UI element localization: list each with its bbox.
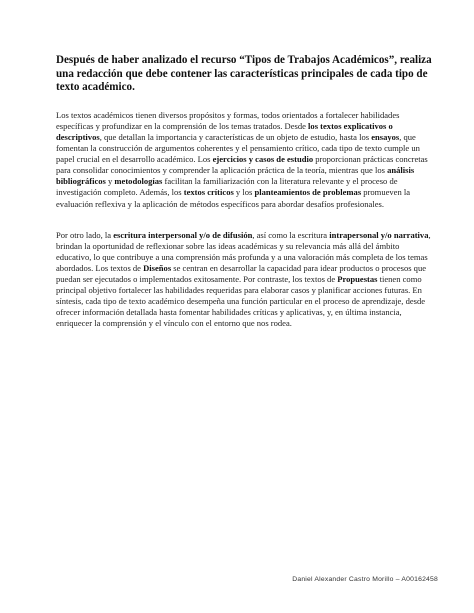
bold-term: ejercicios y casos de estudio xyxy=(212,154,314,165)
document-title: Después de haber analizado el recurso “Tipos de Trabajos Académicos”, realiza una redacción que debe contener las características principales de cada tipo de texto académico. xyxy=(56,54,432,94)
text-run: promueven la evaluación reflexiva y la aplicación de métodos específicos para abordar desafíos profesionales. xyxy=(56,187,411,209)
text-run: facilitan la familiarización con la literatura relevante y el proceso de investigación completo. Además, los xyxy=(56,176,398,198)
text-run: Por otro lado, la xyxy=(56,229,114,240)
text-run: , brindan la oportunidad de reflexionar sobre las ideas académicas y su relevancia más allá del ámbito educativo, lo que contribuye a una comprensión más profunda y a una valoración más completa de los temas abordados. Los textos de xyxy=(56,229,431,273)
bold-term: intrapersonal y/o narrativa xyxy=(329,229,429,240)
text-run: , que detallan la importancia y características de un objeto de estudio, hasta los xyxy=(99,131,372,142)
bold-term: planteamientos de problemas xyxy=(254,187,362,198)
text-run: y xyxy=(105,176,115,187)
text-run: y los xyxy=(233,187,255,198)
text-run: se centran en desarrollar la capacidad para idear productos o procesos que puedan ser ejecutados o implementados exitosamente. Por contraste, los textos de xyxy=(56,262,427,284)
bold-term: metodologías xyxy=(114,176,163,187)
bold-term: escritura interpersonal y/o de difusión xyxy=(113,229,253,240)
text-run: , así como la escritura xyxy=(252,229,330,240)
footer-author: Daniel Alexander Castro Morillo – A00162458 xyxy=(292,576,438,583)
text-run: , que fomentan la construcción de argumentos coherentes y el pensamiento crítico, cada tipo de texto cumple un papel crucial en el desarrollo académico. Los xyxy=(56,131,420,165)
bold-term: los textos explicativos o descriptivos xyxy=(56,120,393,142)
bold-term: Diseños xyxy=(143,262,172,273)
bold-term: análisis bibliográficos xyxy=(56,165,415,187)
text-run: tienen como principal objetivo fortalecer las habilidades requeridas para elaborar casos y planificar acciones futuras. En síntesis, cada tipo de texto académico desempeña una función particular en el proceso de aprendizaje, desde ofrecer información detallada hasta fomentar habilidades críticas y aplicativas, y, en última instancia, enriquecer la comprensión y el vínculo con el entorno que nos rodea. xyxy=(56,274,426,329)
paragraph-1 xyxy=(56,110,434,210)
document-page xyxy=(56,54,434,329)
bold-term: Propuestas xyxy=(337,274,378,284)
bold-term: ensayos xyxy=(371,131,400,142)
bold-term: textos críticos xyxy=(183,187,234,198)
text-run: proporcionan prácticas concretas para consolidar conocimientos y comprender la aplicación práctica de la teoría, mientras que los xyxy=(56,154,428,176)
text-run: Los textos académicos tienen diversos propósitos y formas, todos orientados a fortalecer habilidades específicas y profundizar en la comprensión de los temas tratados. Desde xyxy=(56,109,400,131)
paragraph-2 xyxy=(56,230,434,330)
